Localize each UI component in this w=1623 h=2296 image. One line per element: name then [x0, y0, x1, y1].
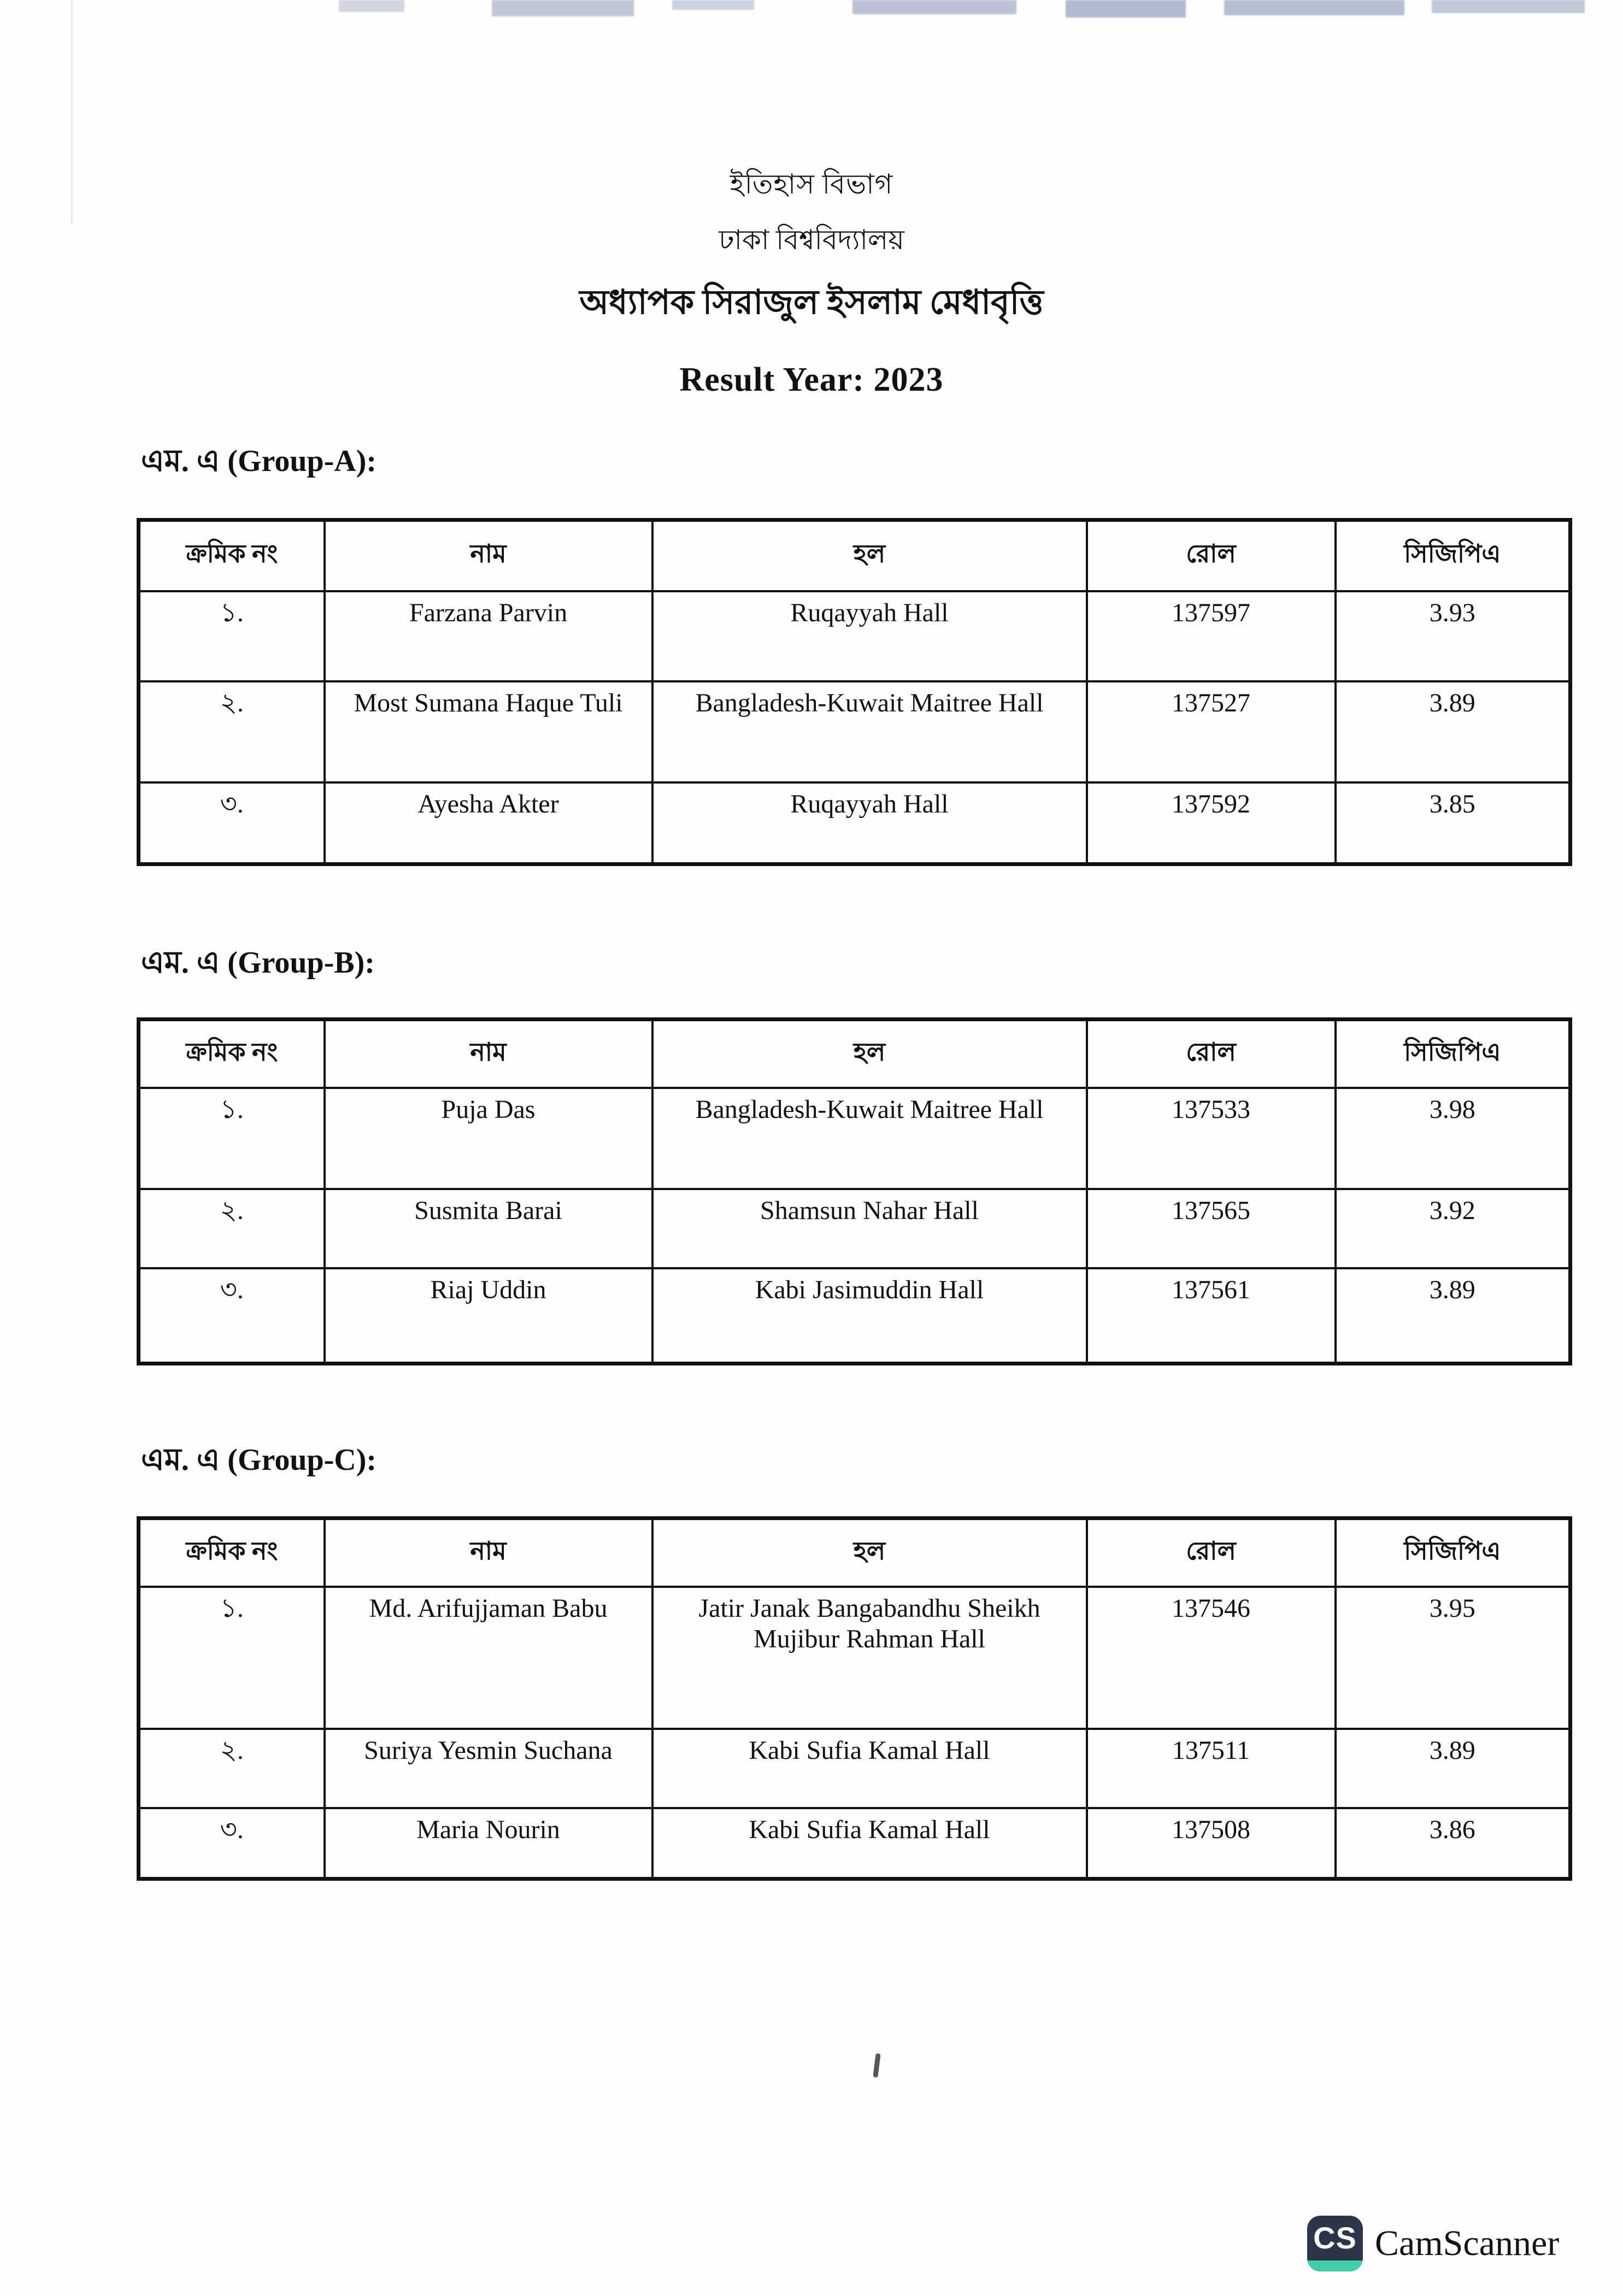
- group-a-heading: এম. এ (Group-A):: [141, 444, 377, 478]
- roll-cell: 137511: [1087, 1729, 1336, 1808]
- col-name: নাম: [325, 1020, 652, 1088]
- cgpa-cell: 3.89: [1336, 1268, 1571, 1364]
- col-serial: ক্রমিক নং: [139, 1020, 325, 1088]
- cgpa-cell: 3.92: [1336, 1189, 1571, 1268]
- cgpa-cell: 3.89: [1336, 681, 1571, 782]
- roll-cell: 137533: [1087, 1088, 1336, 1189]
- col-hall: হল: [652, 1020, 1087, 1088]
- hall-cell: Shamsun Nahar Hall: [652, 1189, 1087, 1268]
- col-roll: রোল: [1087, 520, 1336, 591]
- col-cgpa: সিজিপিএ: [1336, 1020, 1571, 1088]
- scholarship-title: অধ্যাপক সিরাজুল ইসলাম মেধাবৃত্তি: [579, 284, 1044, 321]
- camscanner-watermark: [1307, 2216, 1559, 2271]
- col-roll: রোল: [1087, 1020, 1336, 1088]
- serial-cell: ৩.: [139, 1808, 325, 1879]
- cgpa-cell: 3.85: [1336, 782, 1571, 864]
- hall-cell: Bangladesh-Kuwait Maitree Hall: [652, 1088, 1087, 1189]
- col-hall: হল: [652, 1518, 1087, 1587]
- name-cell: Riaj Uddin: [325, 1268, 652, 1364]
- cgpa-cell: 3.93: [1336, 591, 1571, 681]
- table-header-row: [139, 1020, 1571, 1088]
- cgpa-cell: 3.98: [1336, 1088, 1571, 1189]
- table-row: [139, 1088, 1571, 1189]
- col-hall: হল: [652, 520, 1087, 591]
- name-cell: Farzana Parvin: [325, 591, 652, 681]
- hall-cell: Jatir Janak Bangabandhu Sheikh Mujibur Rahman Hall: [652, 1587, 1087, 1729]
- scan-artifact: [672, 0, 754, 10]
- name-cell: Suriya Yesmin Suchana: [325, 1729, 652, 1808]
- cgpa-cell: 3.86: [1336, 1808, 1571, 1879]
- university-title: ঢাকা বিশ্ববিদ্যালয়: [719, 225, 904, 255]
- table-header-row: [139, 1518, 1571, 1587]
- col-cgpa: সিজিপিএ: [1336, 1518, 1571, 1587]
- serial-cell: ২.: [139, 1729, 325, 1808]
- roll-cell: 137527: [1087, 681, 1336, 782]
- table-row: [139, 591, 1571, 681]
- camscanner-icon-label: CS: [1313, 2221, 1357, 2255]
- hall-cell: Kabi Jasimuddin Hall: [652, 1268, 1087, 1364]
- serial-cell: ৩.: [139, 782, 325, 864]
- serial-cell: ২.: [139, 1189, 325, 1268]
- col-cgpa: সিজিপিএ: [1336, 520, 1571, 591]
- name-cell: Md. Arifujjaman Babu: [325, 1587, 652, 1729]
- scan-artifact: [852, 0, 1016, 14]
- group-b-heading: এম. এ (Group-B):: [141, 946, 375, 980]
- camscanner-icon: [1307, 2216, 1363, 2271]
- serial-cell: ১.: [139, 1587, 325, 1729]
- table-row: [139, 782, 1571, 864]
- scan-artifact: [1066, 0, 1186, 17]
- name-cell: Most Sumana Haque Tuli: [325, 681, 652, 782]
- hall-cell: Ruqayyah Hall: [652, 782, 1087, 864]
- name-cell: Susmita Barai: [325, 1189, 652, 1268]
- cgpa-cell: 3.95: [1336, 1587, 1571, 1729]
- serial-cell: ২.: [139, 681, 325, 782]
- hall-cell: Ruqayyah Hall: [652, 591, 1087, 681]
- roll-cell: 137597: [1087, 591, 1336, 681]
- group-c-heading: এম. এ (Group-C):: [141, 1443, 377, 1477]
- department-title: ইতিহাস বিভাগ: [730, 169, 893, 199]
- hall-cell: Bangladesh-Kuwait Maitree Hall: [652, 681, 1087, 782]
- group-c-table: [137, 1516, 1572, 1881]
- hall-cell: Kabi Sufia Kamal Hall: [652, 1808, 1087, 1879]
- scan-artifact: [492, 0, 634, 16]
- name-cell: Puja Das: [325, 1088, 652, 1189]
- col-name: নাম: [325, 1518, 652, 1587]
- name-cell: Maria Nourin: [325, 1808, 652, 1879]
- roll-cell: 137508: [1087, 1808, 1336, 1879]
- camscanner-icon-accent: [1307, 2260, 1363, 2271]
- group-b-table: [137, 1017, 1572, 1365]
- group-a-table: [137, 518, 1572, 866]
- col-name: নাম: [325, 520, 652, 591]
- table-row: [139, 1808, 1571, 1879]
- scan-artifact: [873, 2053, 880, 2078]
- roll-cell: 137565: [1087, 1189, 1336, 1268]
- camscanner-label: CamScanner: [1375, 2223, 1560, 2263]
- roll-cell: 137561: [1087, 1268, 1336, 1364]
- table-row: [139, 1268, 1571, 1364]
- scan-artifact: [1224, 0, 1404, 15]
- result-year: Result Year: 2023: [679, 361, 944, 398]
- table-header-row: [139, 520, 1571, 591]
- table-row: [139, 681, 1571, 782]
- col-serial: ক্রমিক নং: [139, 520, 325, 591]
- col-roll: রোল: [1087, 1518, 1336, 1587]
- cgpa-cell: 3.89: [1336, 1729, 1571, 1808]
- col-serial: ক্রমিক নং: [139, 1518, 325, 1587]
- hall-cell: Kabi Sufia Kamal Hall: [652, 1729, 1087, 1808]
- roll-cell: 137546: [1087, 1587, 1336, 1729]
- scan-artifact: [339, 0, 404, 12]
- table-row: [139, 1189, 1571, 1268]
- scan-artifact: [1432, 0, 1585, 13]
- name-cell: Ayesha Akter: [325, 782, 652, 864]
- serial-cell: ৩.: [139, 1268, 325, 1364]
- table-row: [139, 1729, 1571, 1808]
- table-row: [139, 1587, 1571, 1729]
- roll-cell: 137592: [1087, 782, 1336, 864]
- serial-cell: ১.: [139, 1088, 325, 1189]
- serial-cell: ১.: [139, 591, 325, 681]
